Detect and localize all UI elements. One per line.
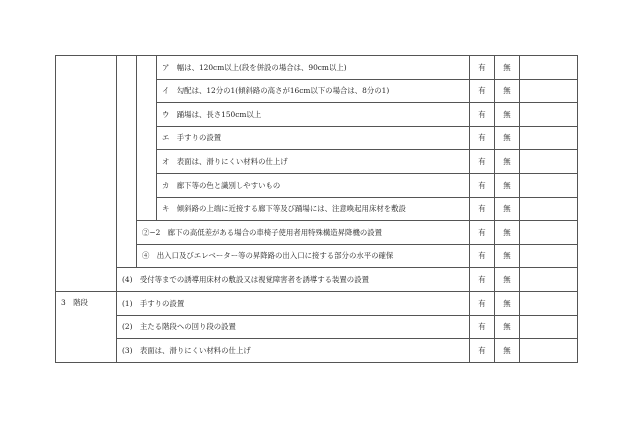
no-option[interactable]: 無	[495, 197, 520, 221]
remarks-cell	[520, 173, 578, 197]
yes-option[interactable]: 有	[470, 268, 495, 292]
remarks-cell	[520, 221, 578, 245]
no-option[interactable]: 無	[495, 79, 520, 103]
no-option[interactable]: 無	[495, 173, 520, 197]
yes-option[interactable]: 有	[470, 291, 495, 315]
remarks-cell	[520, 339, 578, 363]
remarks-cell	[520, 315, 578, 339]
yes-option[interactable]: 有	[470, 103, 495, 127]
yes-option[interactable]: 有	[470, 339, 495, 363]
remarks-cell	[520, 244, 578, 268]
checklist-item: カ 廊下等の色と識別しやすいもの	[157, 173, 470, 197]
checklist-item: (2) 主たる階段への回り段の設置	[117, 315, 470, 339]
yes-option[interactable]: 有	[470, 126, 495, 150]
no-option[interactable]: 無	[495, 244, 520, 268]
table-row	[56, 291, 578, 315]
yes-option[interactable]: 有	[470, 244, 495, 268]
remarks-cell	[520, 291, 578, 315]
checklist-item: (4) 受付等までの誘導用床材の敷設又は視覚障害者を誘導する装置の設置	[117, 268, 470, 292]
checklist-item: (1) 手すりの設置	[117, 291, 470, 315]
remarks-cell	[520, 197, 578, 221]
table-row	[56, 56, 578, 80]
checklist-item: オ 表面は、滑りにくい材料の仕上げ	[157, 150, 470, 174]
checklist-item: (3) 表面は、滑りにくい材料の仕上げ	[117, 339, 470, 363]
no-option[interactable]: 無	[495, 103, 520, 127]
yes-option[interactable]: 有	[470, 221, 495, 245]
no-option[interactable]: 無	[495, 56, 520, 80]
yes-option[interactable]: 有	[470, 315, 495, 339]
accessibility-checklist-table	[55, 55, 578, 363]
remarks-cell	[520, 150, 578, 174]
table-row	[56, 339, 578, 363]
indent-cell	[117, 56, 137, 268]
no-option[interactable]: 無	[495, 150, 520, 174]
yes-option[interactable]: 有	[470, 173, 495, 197]
no-option[interactable]: 無	[495, 221, 520, 245]
yes-option[interactable]: 有	[470, 56, 495, 80]
checklist-item: ア 幅は、120cm以上(段を併設の場合は、90cm以上)	[157, 56, 470, 80]
remarks-cell	[520, 126, 578, 150]
checklist-item: イ 勾配は、12分の1(傾斜路の高さが16cm以下の場合は、8分の1)	[157, 79, 470, 103]
section-label-stairs: 3 階段	[56, 291, 117, 362]
remarks-cell	[520, 268, 578, 292]
remarks-cell	[520, 79, 578, 103]
checklist-item: ウ 踊場は、長さ150cm以上	[157, 103, 470, 127]
checklist-item: ④ 出入口及びエレベーター等の昇降路の出入口に接する部分の水平の確保	[137, 244, 470, 268]
table-row	[56, 315, 578, 339]
no-option[interactable]: 無	[495, 268, 520, 292]
yes-option[interactable]: 有	[470, 150, 495, 174]
checklist-item: ②−2 廊下の高低差がある場合の車椅子使用者用特殊構造昇降機の設置	[137, 221, 470, 245]
indent-cell	[137, 56, 157, 221]
table-row	[56, 268, 578, 292]
no-option[interactable]: 無	[495, 339, 520, 363]
checklist-item: エ 手すりの設置	[157, 126, 470, 150]
yes-option[interactable]: 有	[470, 79, 495, 103]
checklist-item: キ 傾斜路の上端に近接する廊下等及び踊場には、注意喚起用床材を敷設	[157, 197, 470, 221]
remarks-cell	[520, 103, 578, 127]
no-option[interactable]: 無	[495, 315, 520, 339]
no-option[interactable]: 無	[495, 126, 520, 150]
remarks-cell	[520, 56, 578, 80]
section-cell	[56, 56, 117, 292]
yes-option[interactable]: 有	[470, 197, 495, 221]
no-option[interactable]: 無	[495, 291, 520, 315]
